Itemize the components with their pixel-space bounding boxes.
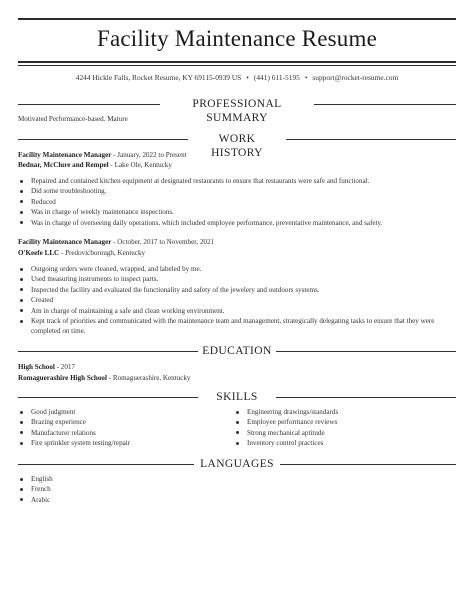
job-title: Facility Maintenance Manager <box>18 151 112 159</box>
languages-list <box>18 474 218 505</box>
heading-rule-left <box>18 104 160 105</box>
list-item: Outgoing orders were cleaned, wrapped, and labeled by me. <box>18 264 458 274</box>
page-title: Facility Maintenance Resume <box>96 26 378 51</box>
skills-list-left <box>18 407 218 449</box>
education-school: Romaguerashire High School <box>18 374 107 382</box>
list-item: Arabic <box>18 495 218 505</box>
contact-separator: • <box>246 73 249 82</box>
section-title: WORK HISTORY <box>211 133 263 159</box>
heading-rule-left <box>18 464 194 465</box>
education-year: - 2017 <box>54 363 75 371</box>
list-item: Used measuring instruments to inspect parts. <box>18 274 458 284</box>
heading-rule-right <box>280 464 456 465</box>
heading-rule-right <box>276 397 456 398</box>
list-item: Repaired and contained kitchen equipment at designated restaurants to ensure that restaurants were safe and functional. <box>18 176 458 186</box>
heading-rule-right <box>286 139 456 140</box>
job-title: Facility Maintenance Manager <box>18 238 112 246</box>
education-degree-line <box>18 362 75 372</box>
contact-email: support@rocket-resume.com <box>312 73 399 82</box>
job-dates: - October, 2017 to November, 2021 <box>111 238 215 246</box>
job-company-line <box>18 160 172 170</box>
list-item: English <box>18 474 218 484</box>
section-heading-education <box>18 344 456 358</box>
job-dates: - January, 2022 to Present <box>111 151 187 159</box>
list-item: Am in charge of maintaining a safe and clean working environment. <box>18 306 458 316</box>
list-item: Reduced <box>18 197 458 207</box>
list-item: Good judgment <box>18 407 218 417</box>
section-heading-skills <box>18 390 456 404</box>
job-title-line <box>18 237 214 247</box>
education-degree: High School <box>18 363 55 371</box>
list-item: French <box>18 484 218 494</box>
list-item: Inspected the facility and evaluated the functionality and safety of the jewelery and outdoors systems. <box>18 285 458 295</box>
top-rule <box>18 18 456 20</box>
summary-text: Motivated Performance-based. Mature <box>18 115 128 123</box>
job-title-line <box>18 150 187 160</box>
list-item: Inventory control practices <box>234 438 454 448</box>
list-item: Fire sprinkler system testing/repair <box>18 438 218 448</box>
section-title: SKILLS <box>216 391 258 403</box>
job-company-line <box>18 248 145 258</box>
section-title: LANGUAGES <box>200 458 274 470</box>
heading-rule-left <box>18 397 198 398</box>
job-company: O'Keefe LLC <box>18 249 60 257</box>
job-bullets <box>18 176 458 228</box>
list-item: Strong mechanical aptitude <box>234 428 454 438</box>
contact-line <box>18 73 456 82</box>
education-location: - Romaguerashire, Kentucky <box>106 374 191 382</box>
heading-rule-left <box>18 139 188 140</box>
heading-rule-right <box>314 104 456 105</box>
list-item: Was in charge of weekly maintenance inspections. <box>18 207 458 217</box>
section-heading-languages <box>18 457 456 471</box>
heading-rule-left <box>18 351 198 352</box>
skills-list-right <box>234 407 454 449</box>
list-item: Kept track of priorities and communicated with the maintenance team and management, strategically delegating tasks to ensure that they were completed on time. <box>18 316 458 337</box>
section-title: EDUCATION <box>202 345 272 357</box>
contact-phone: (441) 611-5195 <box>253 73 300 82</box>
list-item: Was in charge of overseeing daily operations, which included employee performance, preventative maintenance, and safety. <box>18 218 458 228</box>
list-item: Did some troubleshooting. <box>18 186 458 196</box>
job-location: - Predovicborough, Kentucky <box>59 249 146 257</box>
heading-rule-right <box>276 351 456 352</box>
job-company: Bednar, McClure and Rempel <box>18 161 109 169</box>
title-rule-thin <box>18 65 456 66</box>
list-item: Manufacturer relations <box>18 428 218 438</box>
list-item: Brazing experience <box>18 417 218 427</box>
job-bullets <box>18 264 458 337</box>
contact-separator: • <box>304 73 308 82</box>
job-location: - Lake Ole, Kentucky <box>108 161 172 169</box>
section-title: PROFESSIONAL SUMMARY <box>192 98 282 124</box>
education-school-line <box>18 373 190 383</box>
list-item: Employee performance reviews <box>234 417 454 427</box>
list-item: Engineering drawings/standards <box>234 407 454 417</box>
title-rule <box>18 61 456 63</box>
list-item: Created <box>18 295 458 305</box>
contact-address: 4244 Hickle Falls, Rocket Resume, KY 69115-0939 US <box>75 73 242 82</box>
